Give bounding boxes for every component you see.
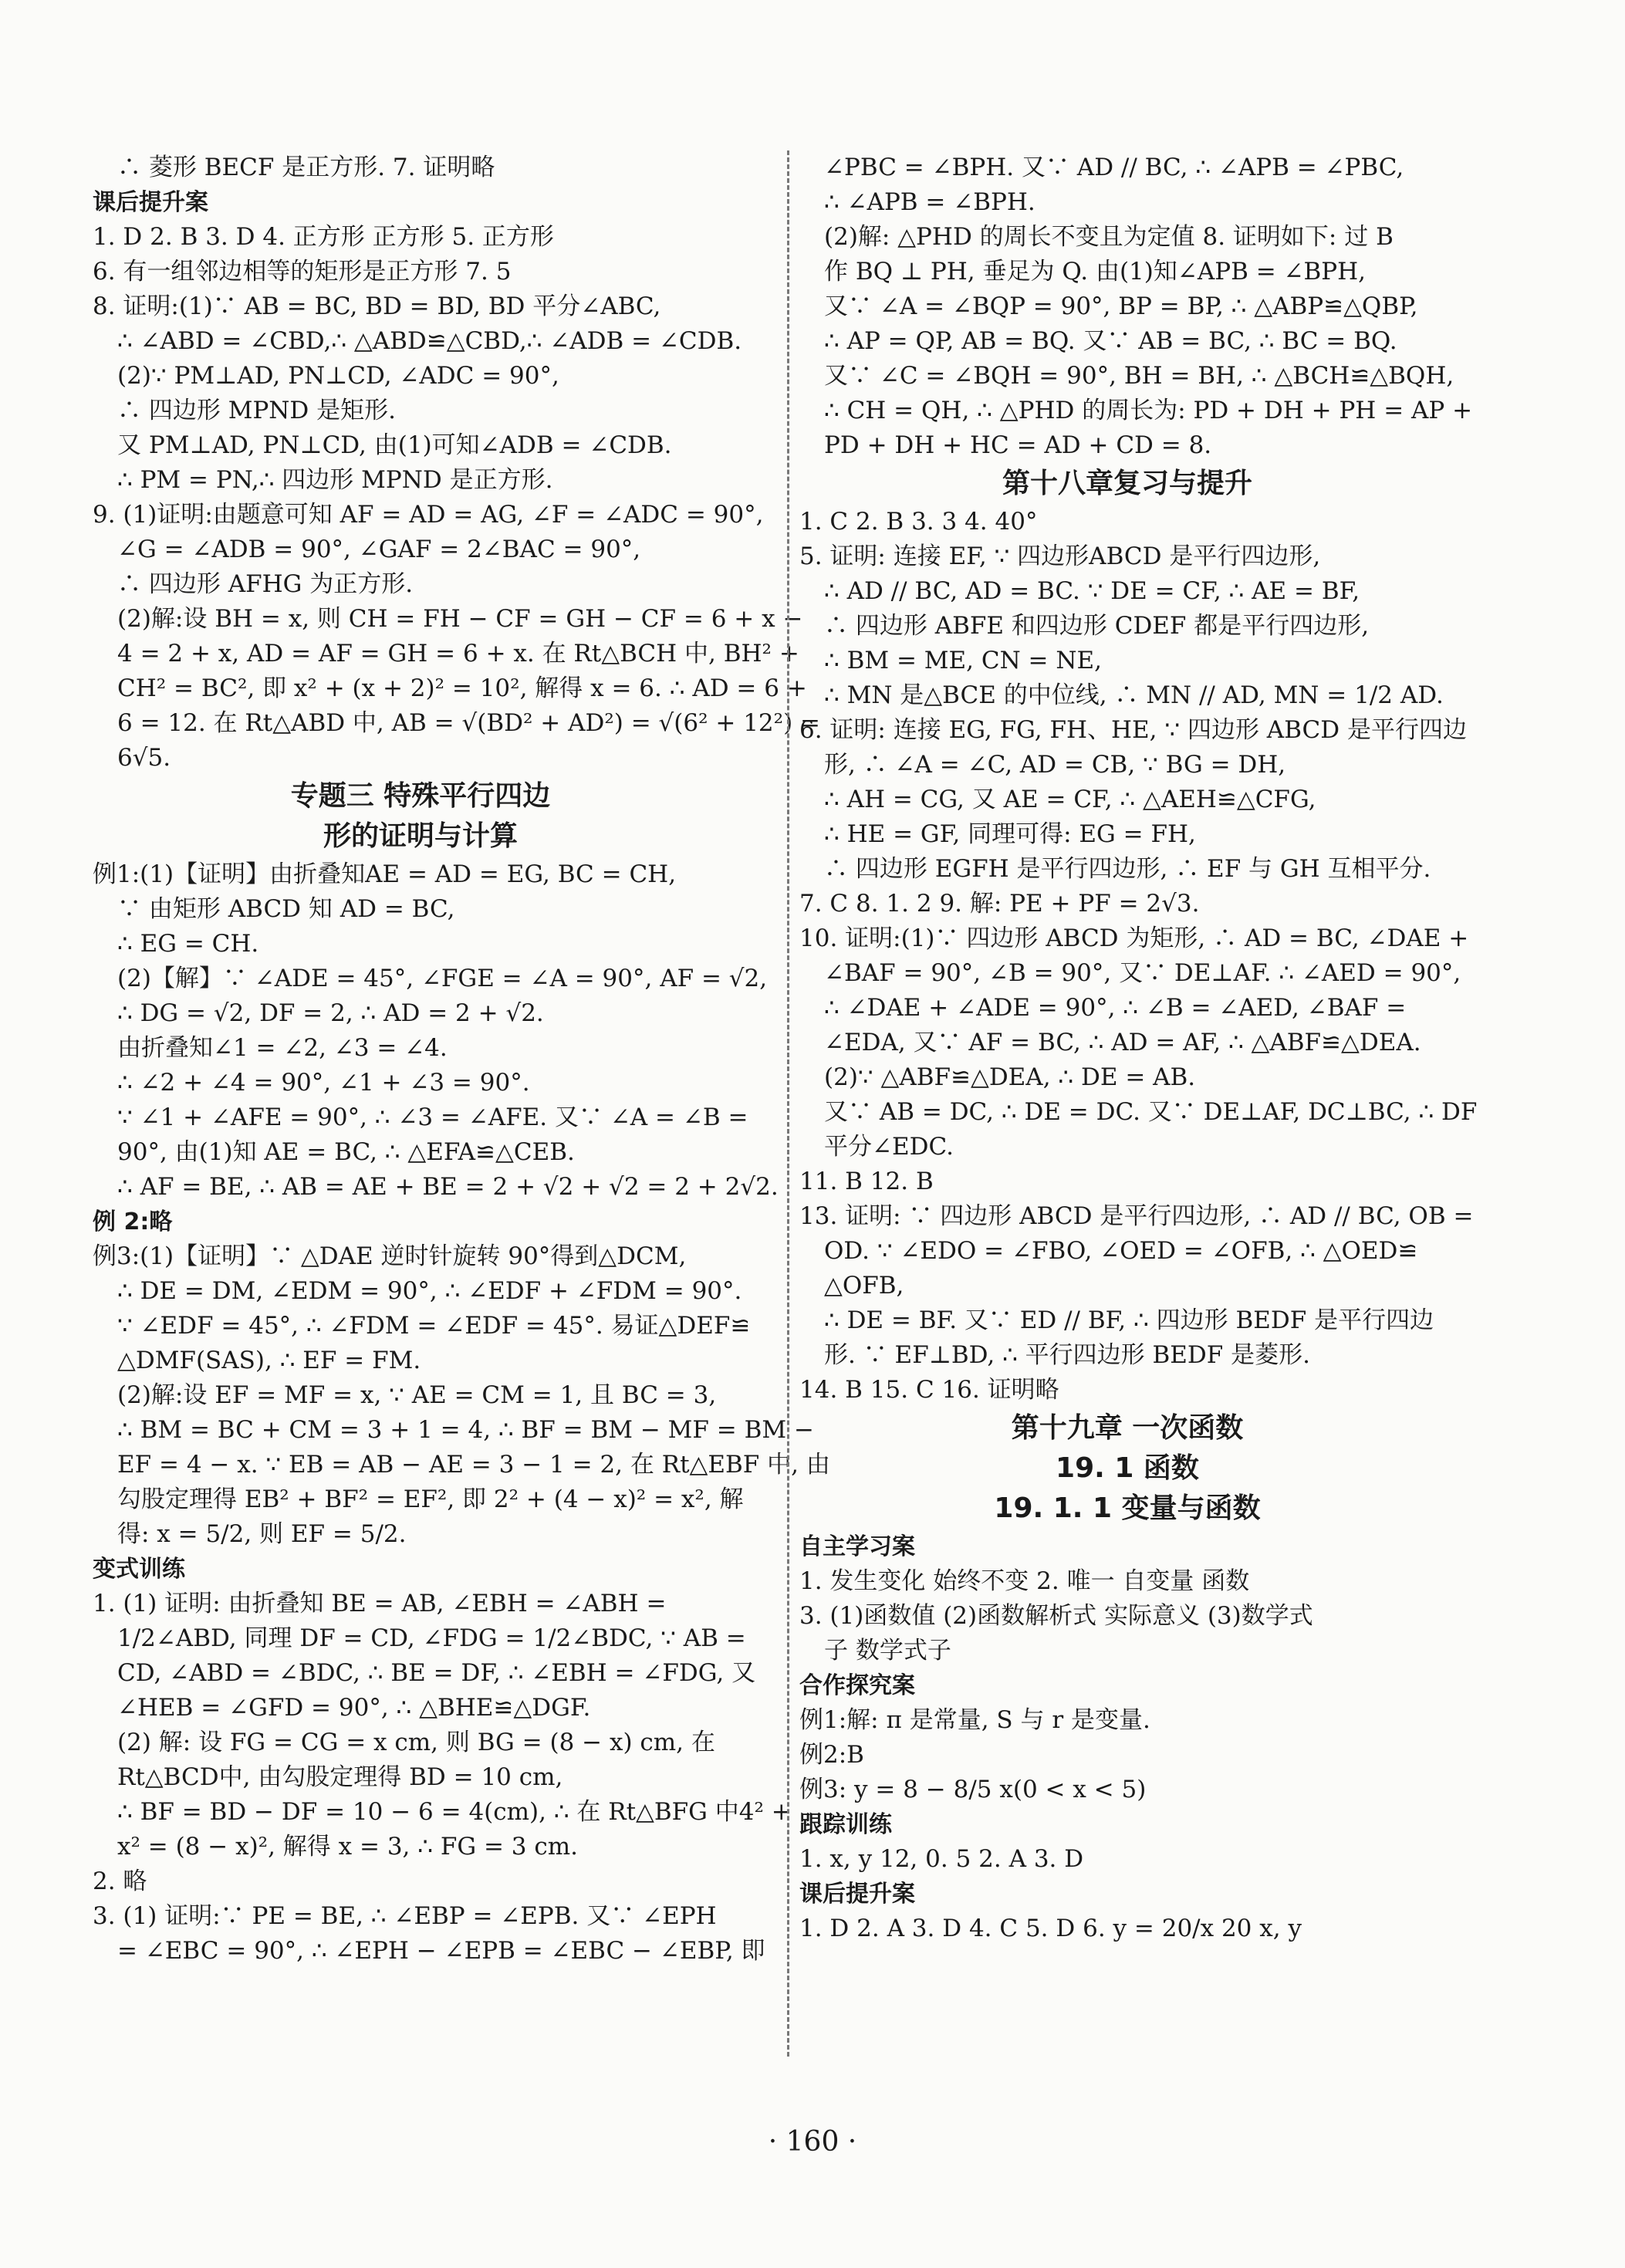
text-line: 1. C 2. B 3. 3 4. 40° [799,508,1038,536]
column-divider [787,150,789,2057]
text-line: 形, ∴ ∠A = ∠C, AD = CB, ∵ BG = DH, [824,751,1286,779]
text-line: 1/2∠ABD, 同理 DF = CD, ∠FDG = 1/2∠BDC, ∵ AB = [117,1624,746,1652]
text-line: 10. 证明:(1)∵ 四边形 ABCD 为矩形, ∴ AD = BC, ∠DAE + [799,924,1469,952]
text-line: 作 BQ ⊥ PH, 垂足为 Q. 由(1)知∠APB = ∠BPH, [824,258,1367,286]
text-line: ∴ EG = CH. [117,930,259,958]
text-line: 又 PM⊥AD, PN⊥CD, 由(1)可知∠ADB = ∠CDB. [117,431,672,459]
text-line: 6 = 12. 在 Rt△ABD 中, AB = √(BD² + AD²) = √(6² + 12²) = [117,709,821,737]
text-line: ∴ ∠2 + ∠4 = 90°, ∠1 + ∠3 = 90°. [117,1069,530,1097]
text-line: 1. (1) 证明: 由折叠知 BE = AB, ∠EBH = ∠ABH = [93,1590,667,1617]
left-column [93,150,830,2095]
text-line: ∠EDA, 又∵ AF = BC, ∴ AD = AF, ∴ △ABF≌△DEA. [824,1029,1421,1056]
text-line: Rt△BCD中, 由勾股定理得 BD = 10 cm, [117,1763,563,1791]
text-line: 4 = 2 + x, AD = AF = GH = 6 + x. 在 Rt△BCH 中, BH² + [117,640,799,668]
text-line: ∴ 四边形 ABFE 和四边形 CDEF 都是平行四边形, [824,612,1370,640]
text-line: 例3: y = 8 − 8/5 x(0 < x < 5) [799,1776,1147,1803]
text-line: (2)解:设 BH = x, 则 CH = FH − CF = GH − CF = 6 + x − [117,605,803,633]
text-line: ∵ 由矩形 ABCD 知 AD = BC, [117,895,455,923]
right-column [799,150,1478,2095]
text-line: 5. 证明: 连接 EF, ∵ 四边形ABCD 是平行四边形, [799,542,1321,570]
text-line: 子 数学式子 [824,1637,951,1665]
text-line: x² = (8 − x)², 解得 x = 3, ∴ FG = 3 cm. [117,1833,578,1861]
text-line: ∴ ∠ABD = ∠CBD,∴ △ABD≌△CBD,∴ ∠ADB = ∠CDB. [117,327,742,355]
text-line: (2)【解】∵ ∠ADE = 45°, ∠FGE = ∠A = 90°, AF = √2, [117,965,768,992]
text-line: ∠G = ∠ADB = 90°, ∠GAF = 2∠BAC = 90°, [117,536,641,563]
page-number: · 160 · [768,2126,857,2158]
text-line: ∴ DE = BF. 又∵ ED // BF, ∴ 四边形 BEDF 是平行四边 [824,1306,1434,1334]
text-line: ∴ AD // BC, AD = BC. ∵ DE = CF, ∴ AE = BF, [824,577,1360,605]
text-line: 14. B 15. C 16. 证明略 [799,1376,1059,1404]
text-line: △OFB, [824,1272,904,1300]
section-title: 第十九章 一次函数 [1011,1412,1244,1444]
text-line: 例1:(1)【证明】由折叠知AE = AD = EG, BC = CH, [93,860,677,888]
text-line: ∴ CH = QH, ∴ △PHD 的周长为: PD + DH + PH = AP + [824,397,1473,424]
text-line: 9. (1)证明:由题意可知 AF = AD = AG, ∠F = ∠ADC = 90°, [93,501,764,529]
text-line: ∴ DG = √2, DF = 2, ∴ AD = 2 + √2. [117,999,544,1027]
text-line: 又∵ AB = DC, ∴ DE = DC. 又∵ DE⊥AF, DC⊥BC, ∴ DF [824,1098,1478,1126]
text-line: 7. C 8. 1. 2 9. 解: PE + PF = 2√3. [799,890,1200,918]
text-line: 1. D 2. A 3. D 4. C 5. D 6. y = 20/x 20 x, y [799,1915,1302,1942]
text-line: = ∠EBC = 90°, ∴ ∠EPH − ∠EPB = ∠EBC − ∠EBP, 即 [117,1937,765,1965]
text-line: 1. 发生变化 始终不变 2. 唯一 自变量 函数 [799,1567,1250,1595]
text-line: EF = 4 − x. ∵ EB = AB − AE = 3 − 1 = 2, 在 Rt△EBF 中, 由 [117,1451,830,1479]
text-line: ∴ BM = ME, CN = NE, [824,647,1102,674]
section-heading: 课后提升案 [93,189,208,216]
section-title: 专题三 特殊平行四边 [290,780,551,812]
section-title: 19. 1. 1 变量与函数 [994,1492,1261,1524]
text-line: (2)∵ △ABF≌△DEA, ∴ DE = AB. [824,1063,1196,1091]
text-line: 11. B 12. B [799,1168,934,1195]
text-line: ∴ ∠APB = ∠BPH. [824,188,1035,216]
text-line: ∴ BM = BC + CM = 3 + 1 = 4, ∴ BF = BM − MF = BM − [117,1416,814,1444]
text-line: 由折叠知∠1 = ∠2, ∠3 = ∠4. [117,1034,448,1062]
text-line: ∴ AH = CG, 又 AE = CF, ∴ △AEH≌△CFG, [824,786,1316,813]
section-heading: 自主学习案 [799,1533,915,1560]
text-line: 勾股定理得 EB² + BF² = EF², 即 2² + (4 − x)² = x², 解 [117,1486,744,1513]
text-line: ∴ 四边形 EGFH 是平行四边形, ∴ EF 与 GH 互相平分. [824,855,1431,883]
text-line: 2. 略 [93,1867,147,1895]
text-line: ∴ MN 是△BCE 的中位线, ∴ MN // AD, MN = 1/2 AD. [824,681,1444,709]
text-line: 13. 证明: ∵ 四边形 ABCD 是平行四边形, ∴ AD // BC, OB = [799,1202,1474,1230]
text-line: 8. 证明:(1)∵ AB = BC, BD = BD, BD 平分∠ABC, [93,292,661,320]
text-line: ∵ ∠1 + ∠AFE = 90°, ∴ ∠3 = ∠AFE. 又∵ ∠A = ∠B = [117,1104,748,1131]
text-line: △DMF(SAS), ∴ EF = FM. [117,1347,421,1374]
text-line: OD. ∵ ∠EDO = ∠FBO, ∠OED = ∠OFB, ∴ △OED≌ [824,1237,1418,1265]
text-line: 例1:解: π 是常量, S 与 r 是变量. [799,1706,1150,1734]
text-line: CH² = BC², 即 x² + (x + 2)² = 10², 解得 x = 6. ∴ AD = 6 + [117,674,807,702]
section-title: 形的证明与计算 [323,820,518,852]
text-line: ∴ DE = DM, ∠EDM = 90°, ∴ ∠EDF + ∠FDM = 90°. [117,1277,742,1305]
text-line: (2) 解: 设 FG = CG = x cm, 则 BG = (8 − x) cm, 在 [117,1729,715,1756]
text-line: ∴ BF = BD − DF = 10 − 6 = 4(cm), ∴ 在 Rt△BFG 中4² + [117,1798,792,1826]
text-line: 例2:B [799,1741,864,1769]
text-line: ∠PBC = ∠BPH. 又∵ AD // BC, ∴ ∠APB = ∠PBC, [824,154,1404,181]
text-line: (2)解: △PHD 的周长不变且为定值 8. 证明如下: 过 B [824,223,1394,251]
text-line: (2)∵ PM⊥AD, PN⊥CD, ∠ADC = 90°, [117,362,559,390]
section-heading: 例 2:略 [93,1208,173,1235]
text-line: ∴ 四边形 MPND 是矩形. [117,397,396,424]
text-line: 形. ∵ EF⊥BD, ∴ 平行四边形 BEDF 是菱形. [824,1341,1311,1369]
text-line: ∴ AF = BE, ∴ AB = AE + BE = 2 + √2 + √2 = 2 + 2√2. [117,1173,779,1201]
text-line: 6√5. [117,744,171,772]
text-line: ∵ ∠EDF = 45°, ∴ ∠FDM = ∠EDF = 45°. 易证△DEF≌ [117,1312,751,1340]
text-line: 得: x = 5/2, 则 EF = 5/2. [117,1520,407,1548]
text-line: 1. x, y 12, 0. 5 2. A 3. D [799,1845,1084,1873]
text-line: ∴ ∠DAE + ∠ADE = 90°, ∴ ∠B = ∠AED, ∠BAF = [824,994,1407,1022]
text-line: ∴ PM = PN,∴ 四边形 MPND 是正方形. [117,466,553,494]
text-line: 6. 有一组邻边相等的矩形是正方形 7. 5 [93,258,512,286]
section-heading: 跟踪训练 [799,1811,892,1838]
text-line: 6. 证明: 连接 EG, FG, FH、HE, ∵ 四边形 ABCD 是平行四边 [799,716,1467,744]
text-line: 又∵ ∠A = ∠BQP = 90°, BP = BP, ∴ △ABP≌△QBP, [824,292,1418,320]
text-line: ∠BAF = 90°, ∠B = 90°, 又∵ DE⊥AF. ∴ ∠AED = 90°, [824,959,1461,987]
section-heading: 变式训练 [93,1556,185,1583]
text-line: 平分∠EDC. [824,1133,954,1161]
text-line: ∴ 菱形 BECF 是正方形. 7. 证明略 [117,154,495,181]
text-line: 又∵ ∠C = ∠BQH = 90°, BH = BH, ∴ △BCH≌△BQH, [824,362,1454,390]
section-title: 第十八章复习与提升 [1002,468,1252,499]
section-heading: 课后提升案 [799,1881,915,1908]
text-line: ∴ AP = QP, AB = BQ. 又∵ AB = BC, ∴ BC = BQ. [824,327,1397,355]
text-line: 90°, 由(1)知 AE = BC, ∴ △EFA≌△CEB. [117,1138,575,1166]
text-line: ∴ 四边形 AFHG 为正方形. [117,570,414,598]
text-line: ∠HEB = ∠GFD = 90°, ∴ △BHE≌△DGF. [117,1694,591,1722]
text-line: (2)解:设 EF = MF = x, ∵ AE = CM = 1, 且 BC = 3, [117,1381,717,1409]
text-line: 例3:(1)【证明】∵ △DAE 逆时针旋转 90°得到△DCM, [93,1242,687,1270]
text-line: 3. (1)函数值 (2)函数解析式 实际意义 (3)数学式 [799,1602,1313,1630]
text-line: 1. D 2. B 3. D 4. 正方形 正方形 5. 正方形 [93,223,554,251]
text-line: PD + DH + HC = AD + CD = 8. [824,431,1212,459]
text-line: 3. (1) 证明:∵ PE = BE, ∴ ∠EBP = ∠EPB. 又∵ ∠EPH [93,1902,717,1930]
text-line: CD, ∠ABD = ∠BDC, ∴ BE = DF, ∴ ∠EBH = ∠FDG, 又 [117,1659,756,1687]
section-title: 19. 1 函数 [1056,1452,1199,1484]
text-line: ∴ HE = GF, 同理可得: EG = FH, [824,820,1196,848]
section-heading: 合作探究案 [799,1672,915,1699]
